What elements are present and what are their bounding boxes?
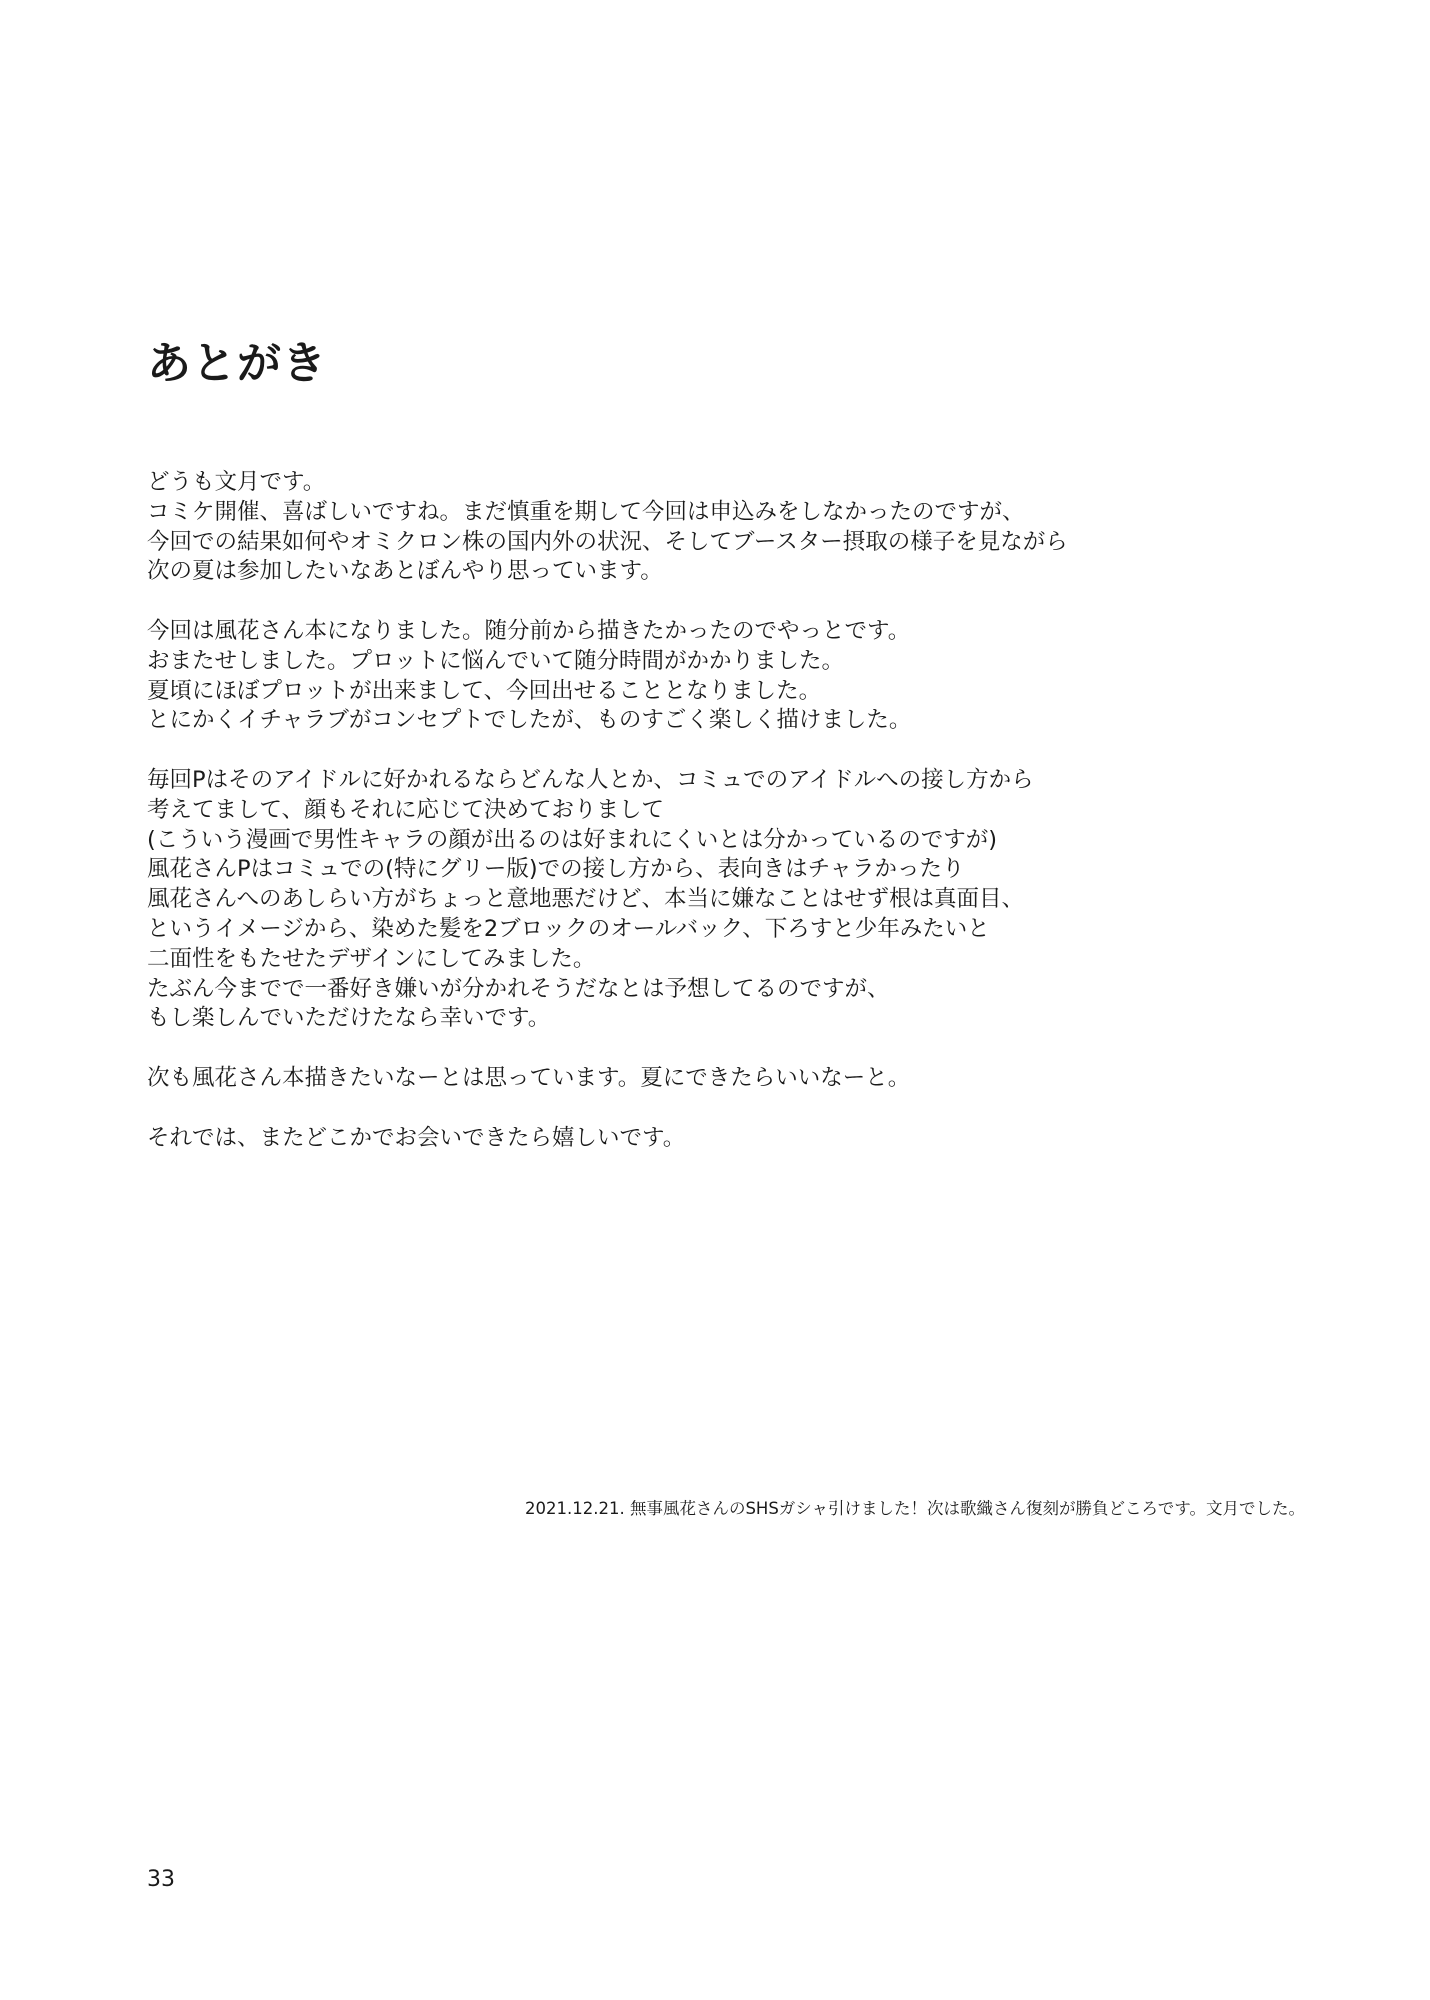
text-line: それでは、またどこかでお会いできたら嬉しいです。 — [147, 1124, 686, 1151]
text-line: 次の夏は参加したいなあとぼんやり思っています。 — [147, 558, 663, 585]
text-line: 今回での結果如何やオミクロン株の国内外の状況、そしてブースター摂取の様子を見ながら — [147, 528, 1068, 555]
text-line: もし楽しんでいただけたなら幸いです。 — [147, 1005, 551, 1032]
text-line: 二面性をもたせたデザインにしてみました。 — [147, 945, 596, 972]
text-line: コミケ開催、喜ばしいですね。まだ慎重を期して今回は申込みをしなかったのですが、 — [147, 498, 1025, 525]
text-line: 風花さんPはコミュでの(特にグリー版)での接し方から、表向きはチャラかったり — [147, 856, 965, 883]
text-line: どうも文月です。 — [147, 469, 326, 495]
text-line: 考えてまして、顔もそれに応じて決めておりまして — [147, 796, 665, 823]
text-line: たぶん今までで一番好き嫌いが分かれそうだなとは予想してるのですが、 — [147, 975, 890, 1002]
text-line: 次も風花さん本描きたいなーとは思っています。夏にできたらいいなーと。 — [147, 1064, 911, 1091]
text-line: とにかくイチャラブがコンセプトでしたが、ものすごく楽しく描けました。 — [147, 707, 912, 734]
text-line: 風花さんへのあしらい方がちょっと意地悪だけど、本当に嫌なことはせず根は真面目、 — [147, 886, 1025, 913]
text-line: (こういう漫画で男性キャラの顔が出るのは好まれにくいとは分かっているのですが) — [147, 826, 998, 853]
paragraph-closing — [147, 1124, 1297, 1154]
page-title: あとがき — [147, 338, 327, 389]
paragraph-greeting — [147, 468, 1297, 587]
text-line: 毎回Pはそのアイドルに好かれるならどんな人とか、コミュでのアイドルへの接し方から — [147, 766, 1034, 793]
dated-footnote: 2021.12.21. 無事風花さんのSHSガシャ引けました！次は歌織さん復刻が勝負どころです。文月でした。 — [524, 1499, 1305, 1518]
text-line: 夏頃にほぼプロットが出来まして、今回出せることとなりました。 — [147, 677, 822, 704]
text-line: 今回は風花さん本になりました。随分前から描きたかったのでやっとです。 — [147, 617, 911, 644]
paragraph-this-book — [147, 617, 1297, 736]
text-line: おまたせしました。プロットに悩んでいて随分時間がかかりました。 — [147, 647, 845, 674]
paragraph-character-design — [147, 766, 1297, 1034]
page-number: 33 — [147, 1867, 175, 1892]
afterword-body — [147, 468, 1297, 1183]
paragraph-next-plans — [147, 1064, 1297, 1094]
text-line: というイメージから、染めた髪を2ブロックのオールバック、下ろすと少年みたいと — [147, 915, 990, 942]
